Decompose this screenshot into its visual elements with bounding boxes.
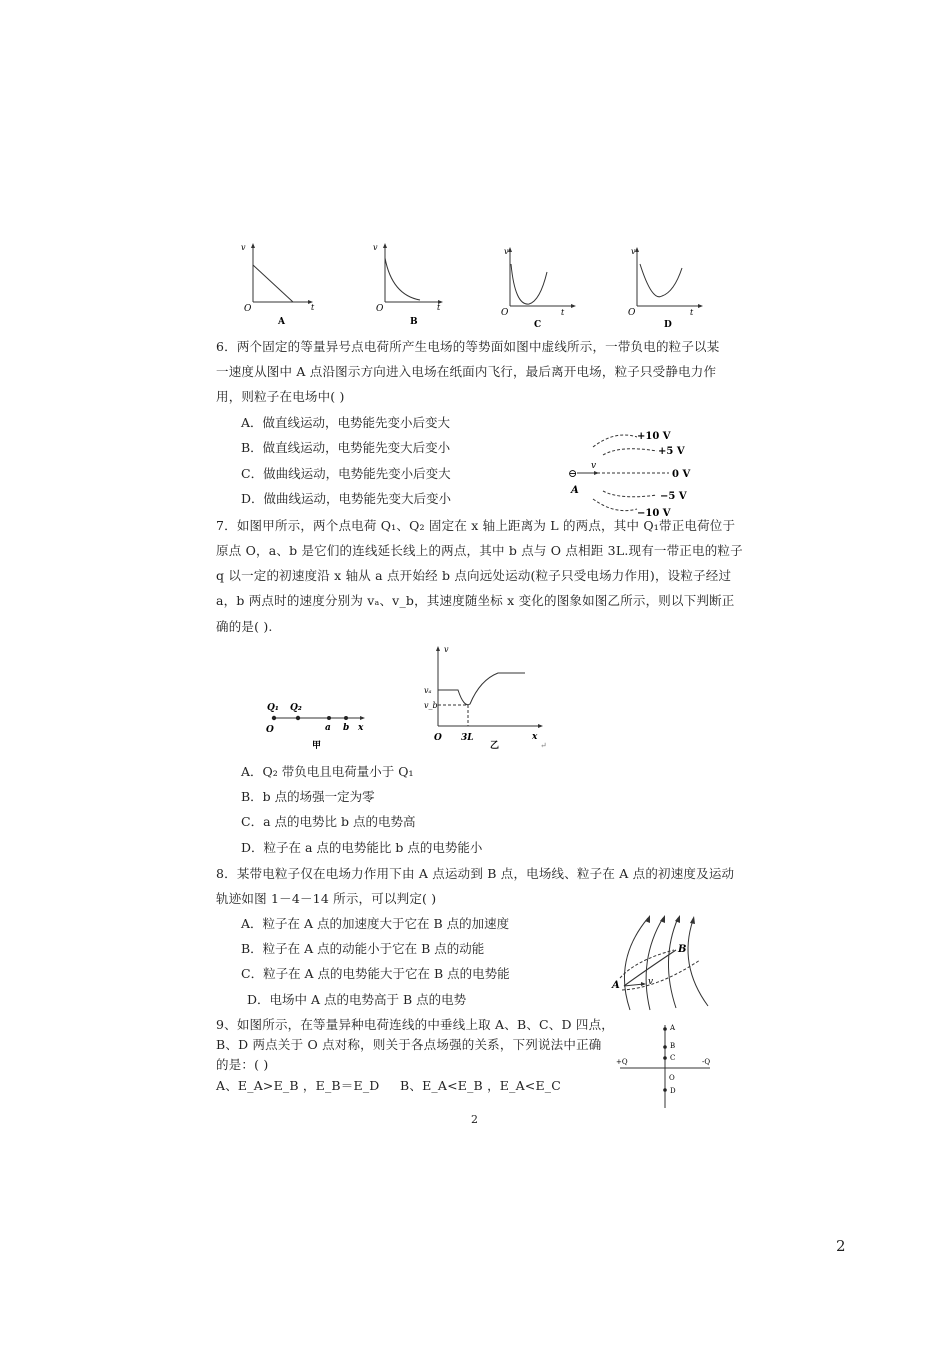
- point-d-label: D: [670, 1087, 676, 1095]
- axis-t: t: [690, 308, 694, 317]
- q9-stem-line1: 9、如图所示，在等量异种电荷连线的中垂线上取 A、B、C、D 四点，: [216, 1017, 614, 1032]
- q7-stem-line5: 确的是( ).: [216, 619, 273, 634]
- potential-zero: 0 V: [672, 469, 691, 480]
- q7-stem-line1: 7．如图甲所示，两个点电荷 Q₁、Q₂ 固定在 x 轴上距离为 L 的两点，其中 Q₁带正电荷位于: [216, 518, 736, 533]
- point-b-label: B: [670, 1042, 676, 1050]
- point-c-label: C: [670, 1054, 676, 1062]
- q6-option-b[interactable]: B．做直线运动，电势能先变大后变小: [241, 440, 451, 455]
- q8-option-c[interactable]: C．粒子在 A 点的电势能大于它在 B 点的电势能: [241, 966, 510, 981]
- origin-label: O: [266, 725, 274, 735]
- axis-t: t: [311, 303, 315, 312]
- axis-v: v: [504, 247, 509, 256]
- potential-plus5: +5 V: [658, 446, 685, 457]
- outer-page-number: 2: [836, 1237, 846, 1255]
- axis-x: x: [532, 732, 538, 742]
- point-b-label: B: [678, 944, 687, 955]
- caption-yi: 乙: [490, 741, 500, 751]
- q8-option-b[interactable]: B．粒子在 A 点的动能小于它在 B 点的动能: [241, 941, 485, 956]
- q5-graph-d: [622, 244, 712, 334]
- q9-field-figure: [612, 1020, 717, 1110]
- potential-minus10: −10 V: [637, 508, 671, 519]
- q9-option-b[interactable]: B、E_A<E_B ，E_A<E_C: [400, 1078, 562, 1093]
- axis-v: v: [373, 243, 378, 252]
- axis-t: t: [561, 308, 565, 317]
- axis-origin: O: [501, 308, 509, 318]
- graph-label: B: [410, 317, 418, 327]
- q9-stem-line2: B、D 两点关于 O 点对称，则关于各点场强的关系，下列说法中正确: [216, 1037, 602, 1052]
- graph-label: D: [664, 320, 672, 330]
- axis-origin: O: [628, 308, 636, 318]
- a-label: a: [325, 723, 331, 733]
- velocity-label: v: [591, 461, 597, 471]
- q6-equipotential-figure: [565, 425, 705, 520]
- tick-3l: 3L: [461, 733, 474, 743]
- q7-stem-line3: q 以一定的初速度沿 x 轴从 a 点开始经 b 点向远处运动(粒子只受电场力作用)，设粒子经过: [216, 568, 732, 583]
- minus-q-label: -Q: [702, 1058, 711, 1066]
- plus-q-label: +Q: [616, 1058, 628, 1066]
- vb-label: v_b: [424, 701, 438, 710]
- velocity-label: v: [648, 977, 654, 987]
- q7-figure-yi: [420, 642, 560, 752]
- q7-option-c[interactable]: C．a 点的电势比 b 点的电势高: [241, 814, 416, 829]
- graph-label: A: [278, 317, 285, 327]
- va-label: vₐ: [424, 686, 432, 695]
- q6-stem-line3: 用，则粒子在电场中( ): [216, 389, 345, 404]
- axis-v: v: [444, 645, 449, 654]
- negative-charge-icon: ⊖: [568, 467, 578, 480]
- q8-option-d[interactable]: D．电场中 A 点的电势高于 B 点的电势: [247, 992, 467, 1007]
- x-label: x: [358, 723, 364, 733]
- axis-v: v: [631, 247, 636, 256]
- q1-label: Q₁: [267, 703, 279, 713]
- q7-option-b[interactable]: B．b 点的场强一定为零: [241, 789, 375, 804]
- q8-stem-line2: 轨迹如图 1－4－14 所示，可以判定( ): [216, 891, 437, 906]
- q2-label: Q₂: [290, 703, 302, 713]
- origin-label: O: [434, 733, 442, 743]
- inner-page-number: 2: [471, 1113, 478, 1126]
- b-label: b: [343, 723, 350, 733]
- point-a-label: A: [670, 1024, 676, 1032]
- point-a-label: A: [571, 485, 579, 496]
- potential-minus5: −5 V: [660, 491, 687, 502]
- q8-field-lines-figure: [608, 910, 718, 1015]
- potential-plus10: +10 V: [637, 431, 671, 442]
- axis-t: t: [437, 303, 441, 312]
- q6-stem-line2: 一速度从图中 A 点沿图示方向进入电场在纸面内飞行，最后离开电场，粒子只受静电力作: [216, 364, 717, 379]
- q7-option-d[interactable]: D．粒子在 a 点的电势能比 b 点的电势能小: [241, 840, 483, 855]
- q6-stem-line1: 6．两个固定的等量异号点电荷所产生电场的等势面如图中虚线所示，一带负电的粒子以某: [216, 339, 720, 354]
- q8-option-a[interactable]: A．粒子在 A 点的加速度大于它在 B 点的加速度: [241, 916, 510, 931]
- point-a-label: A: [612, 980, 620, 991]
- graph-label: C: [534, 320, 542, 330]
- q7-stem-line4: a，b 两点时的速度分别为 vₐ、v_b，其速度随坐标 x 变化的图象如图乙所示，则以下判断正: [216, 593, 735, 608]
- q9-option-a[interactable]: A、E_A>E_B ，E_B＝E_D: [216, 1078, 380, 1093]
- q9-stem-line3: 的是：( ): [216, 1057, 269, 1072]
- axis-origin: O: [244, 304, 252, 314]
- return-mark: ↵: [540, 741, 547, 750]
- q5-graph-c: [495, 244, 585, 334]
- q6-option-d[interactable]: D．做曲线运动，电势能先变大后变小: [241, 491, 452, 506]
- q7-figure-jia: [262, 698, 372, 753]
- q8-stem-line1: 8．某带电粒子仅在电场力作用下由 A 点运动到 B 点，电场线、粒子在 A 点的初速度及运动: [216, 866, 735, 881]
- q7-option-a[interactable]: A．Q₂ 带负电且电荷量小于 Q₁: [241, 764, 414, 779]
- caption-jia: 甲: [312, 741, 322, 751]
- q5-graph-a: [238, 240, 323, 330]
- q6-option-a[interactable]: A．做直线运动，电势能先变小后变大: [241, 415, 451, 430]
- point-o-label: O: [669, 1074, 675, 1082]
- axis-origin: O: [376, 304, 384, 314]
- q5-graph-b: [370, 240, 455, 330]
- axis-v: v: [241, 243, 246, 252]
- q7-stem-line2: 原点 O，a、b 是它们的连线延长线上的两点，其中 b 点与 O 点相距 3L.现有一带正电的粒子: [216, 543, 743, 558]
- q6-option-c[interactable]: C．做曲线运动，电势能先变小后变大: [241, 466, 451, 481]
